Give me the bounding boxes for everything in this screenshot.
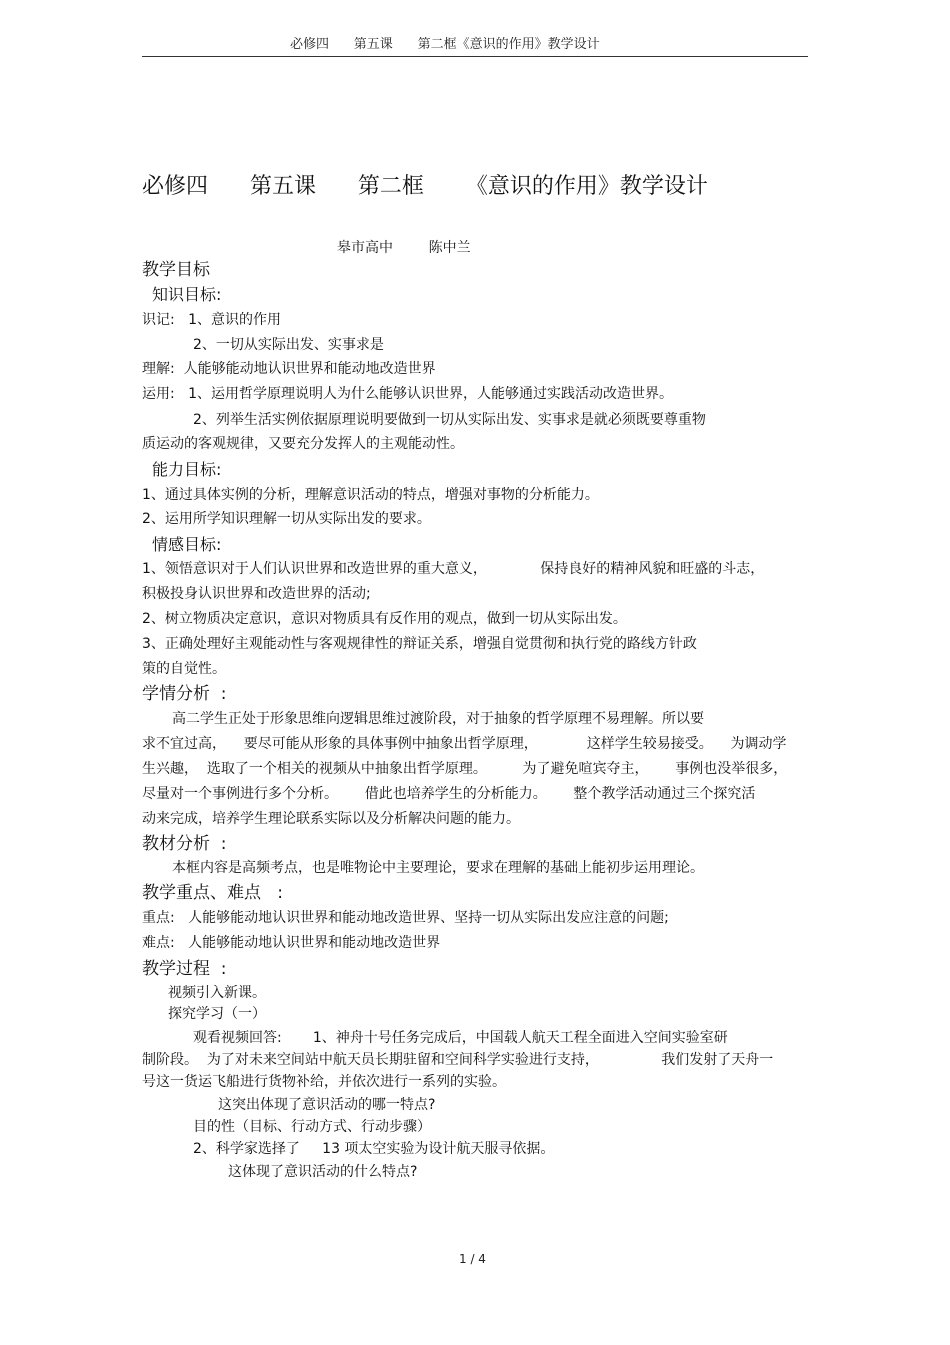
understand-line: 理解: 人能够能动地认识世界和能动地改造世界: [142, 361, 436, 377]
process-heading: 教学过程 :: [142, 959, 227, 979]
students-para-line-4: 尽量对一个事例进行多个分析。 借此也培养学生的分析能力。 整个教学活动通过三个探究活: [142, 786, 756, 802]
process-intro: 视频引入新课。: [168, 985, 266, 1001]
textbook-para: 本框内容是高频考点，也是唯物论中主要理论，要求在理解的基础上能初步运用理论。: [172, 860, 704, 876]
students-para-line-5: 动来完成，培养学生理论联系实际以及分析解决问题的能力。: [142, 811, 520, 827]
students-heading: 学情分析 :: [142, 684, 227, 704]
question-1-answer: 目的性（目标、行动方式、行动步骤）: [193, 1119, 431, 1135]
emotion-item-2: 2、树立物质决定意识，意识对物质具有反作用的观点，做到一切从实际出发。: [142, 611, 627, 627]
question-1-line-c: 号这一货运飞船进行货物补给，并依次进行一系列的实验。: [142, 1074, 506, 1090]
running-header: 必修四 第五课 第二框《意识的作用》教学设计: [290, 37, 600, 52]
question-2-ask: 这体现了意识活动的什么特点?: [228, 1164, 418, 1180]
knowledge-heading: 知识目标:: [152, 285, 222, 304]
emotion-item-1b: 积极投身认识世界和改造世界的活动;: [142, 586, 371, 602]
emotion-item-1: 1、领悟意识对于人们认识世界和改造世界的重大意义， 保持良好的精神风貌和旺盛的斗志，: [142, 561, 765, 577]
question-1-ask: 这突出体现了意识活动的哪一特点?: [218, 1097, 436, 1113]
apply-line-1: 运用: 1、运用哲学原理说明人为什么能够认识世界，人能够通过实践活动改造世界。: [142, 386, 673, 402]
students-para-line-2: 求不宜过高， 要尽可能从形象的具体事例中抽象出哲学原理， 这样学生较易接受。 为调动学: [142, 736, 787, 752]
ability-item-1: 1、通过具体实例的分析，理解意识活动的特点，增强对事物的分析能力。: [142, 487, 599, 503]
key-point-line: 重点: 人能够能动地认识世界和能动地改造世界、坚持一切从实际出发应注意的问题;: [142, 910, 669, 926]
emotion-item-3b: 策的自觉性。: [142, 661, 226, 677]
students-para-line-1: 高二学生正处于形象思维向逻辑思维过渡阶段，对于抽象的哲学原理不易理解。所以要: [172, 711, 704, 727]
author-line: 皋市高中 陈中兰: [337, 240, 471, 256]
keypoints-heading: 教学重点、难点 :: [142, 883, 283, 903]
explore-heading-1: 探究学习（一）: [168, 1006, 266, 1022]
emotion-item-3: 3、正确处理好主观能动性与客观规律性的辩证关系，增强自觉贯彻和执行党的路线方针政: [142, 636, 697, 652]
students-para-line-3: 生兴趣， 选取了一个相关的视频从中抽象出哲学原理。 为了避免喧宾夺主， 事例也没举很多，: [142, 761, 788, 777]
question-1-line-b: 制阶段。 为了对未来空间站中航天员长期驻留和空间科学实验进行支持， 我们发射了天舟一: [142, 1052, 774, 1068]
ability-item-2: 2、运用所学知识理解一切从实际出发的要求。: [142, 511, 431, 527]
page-number: 1 / 4: [459, 1252, 486, 1266]
ability-heading: 能力目标:: [152, 460, 222, 479]
recall-line-2: 2、一切从实际出发、实事求是: [193, 337, 384, 353]
header-rule: [142, 56, 808, 57]
apply-line-2b: 质运动的客观规律，又要充分发挥人的主观能动性。: [142, 436, 464, 452]
document-title: 必修四 第五课 第二框 《意识的作用》教学设计: [142, 174, 708, 199]
question-2-line: 2、科学家选择了 13 项太空实验为设计航天服寻依据。: [193, 1141, 555, 1157]
objectives-heading: 教学目标: [142, 260, 210, 280]
difficult-point-line: 难点: 人能够能动地认识世界和能动地改造世界: [142, 935, 441, 951]
textbook-heading: 教材分析 :: [142, 834, 227, 854]
recall-line-1: 识记: 1、意识的作用: [142, 312, 281, 328]
emotion-heading: 情感目标:: [152, 535, 222, 554]
apply-line-2: 2、列举生活实例依据原理说明要做到一切从实际出发、实事求是就必须既要尊重物: [193, 412, 706, 428]
question-1-line-a: 观看视频回答: 1、神舟十号任务完成后，中国载人航天工程全面进入空间实验室研: [193, 1030, 728, 1046]
